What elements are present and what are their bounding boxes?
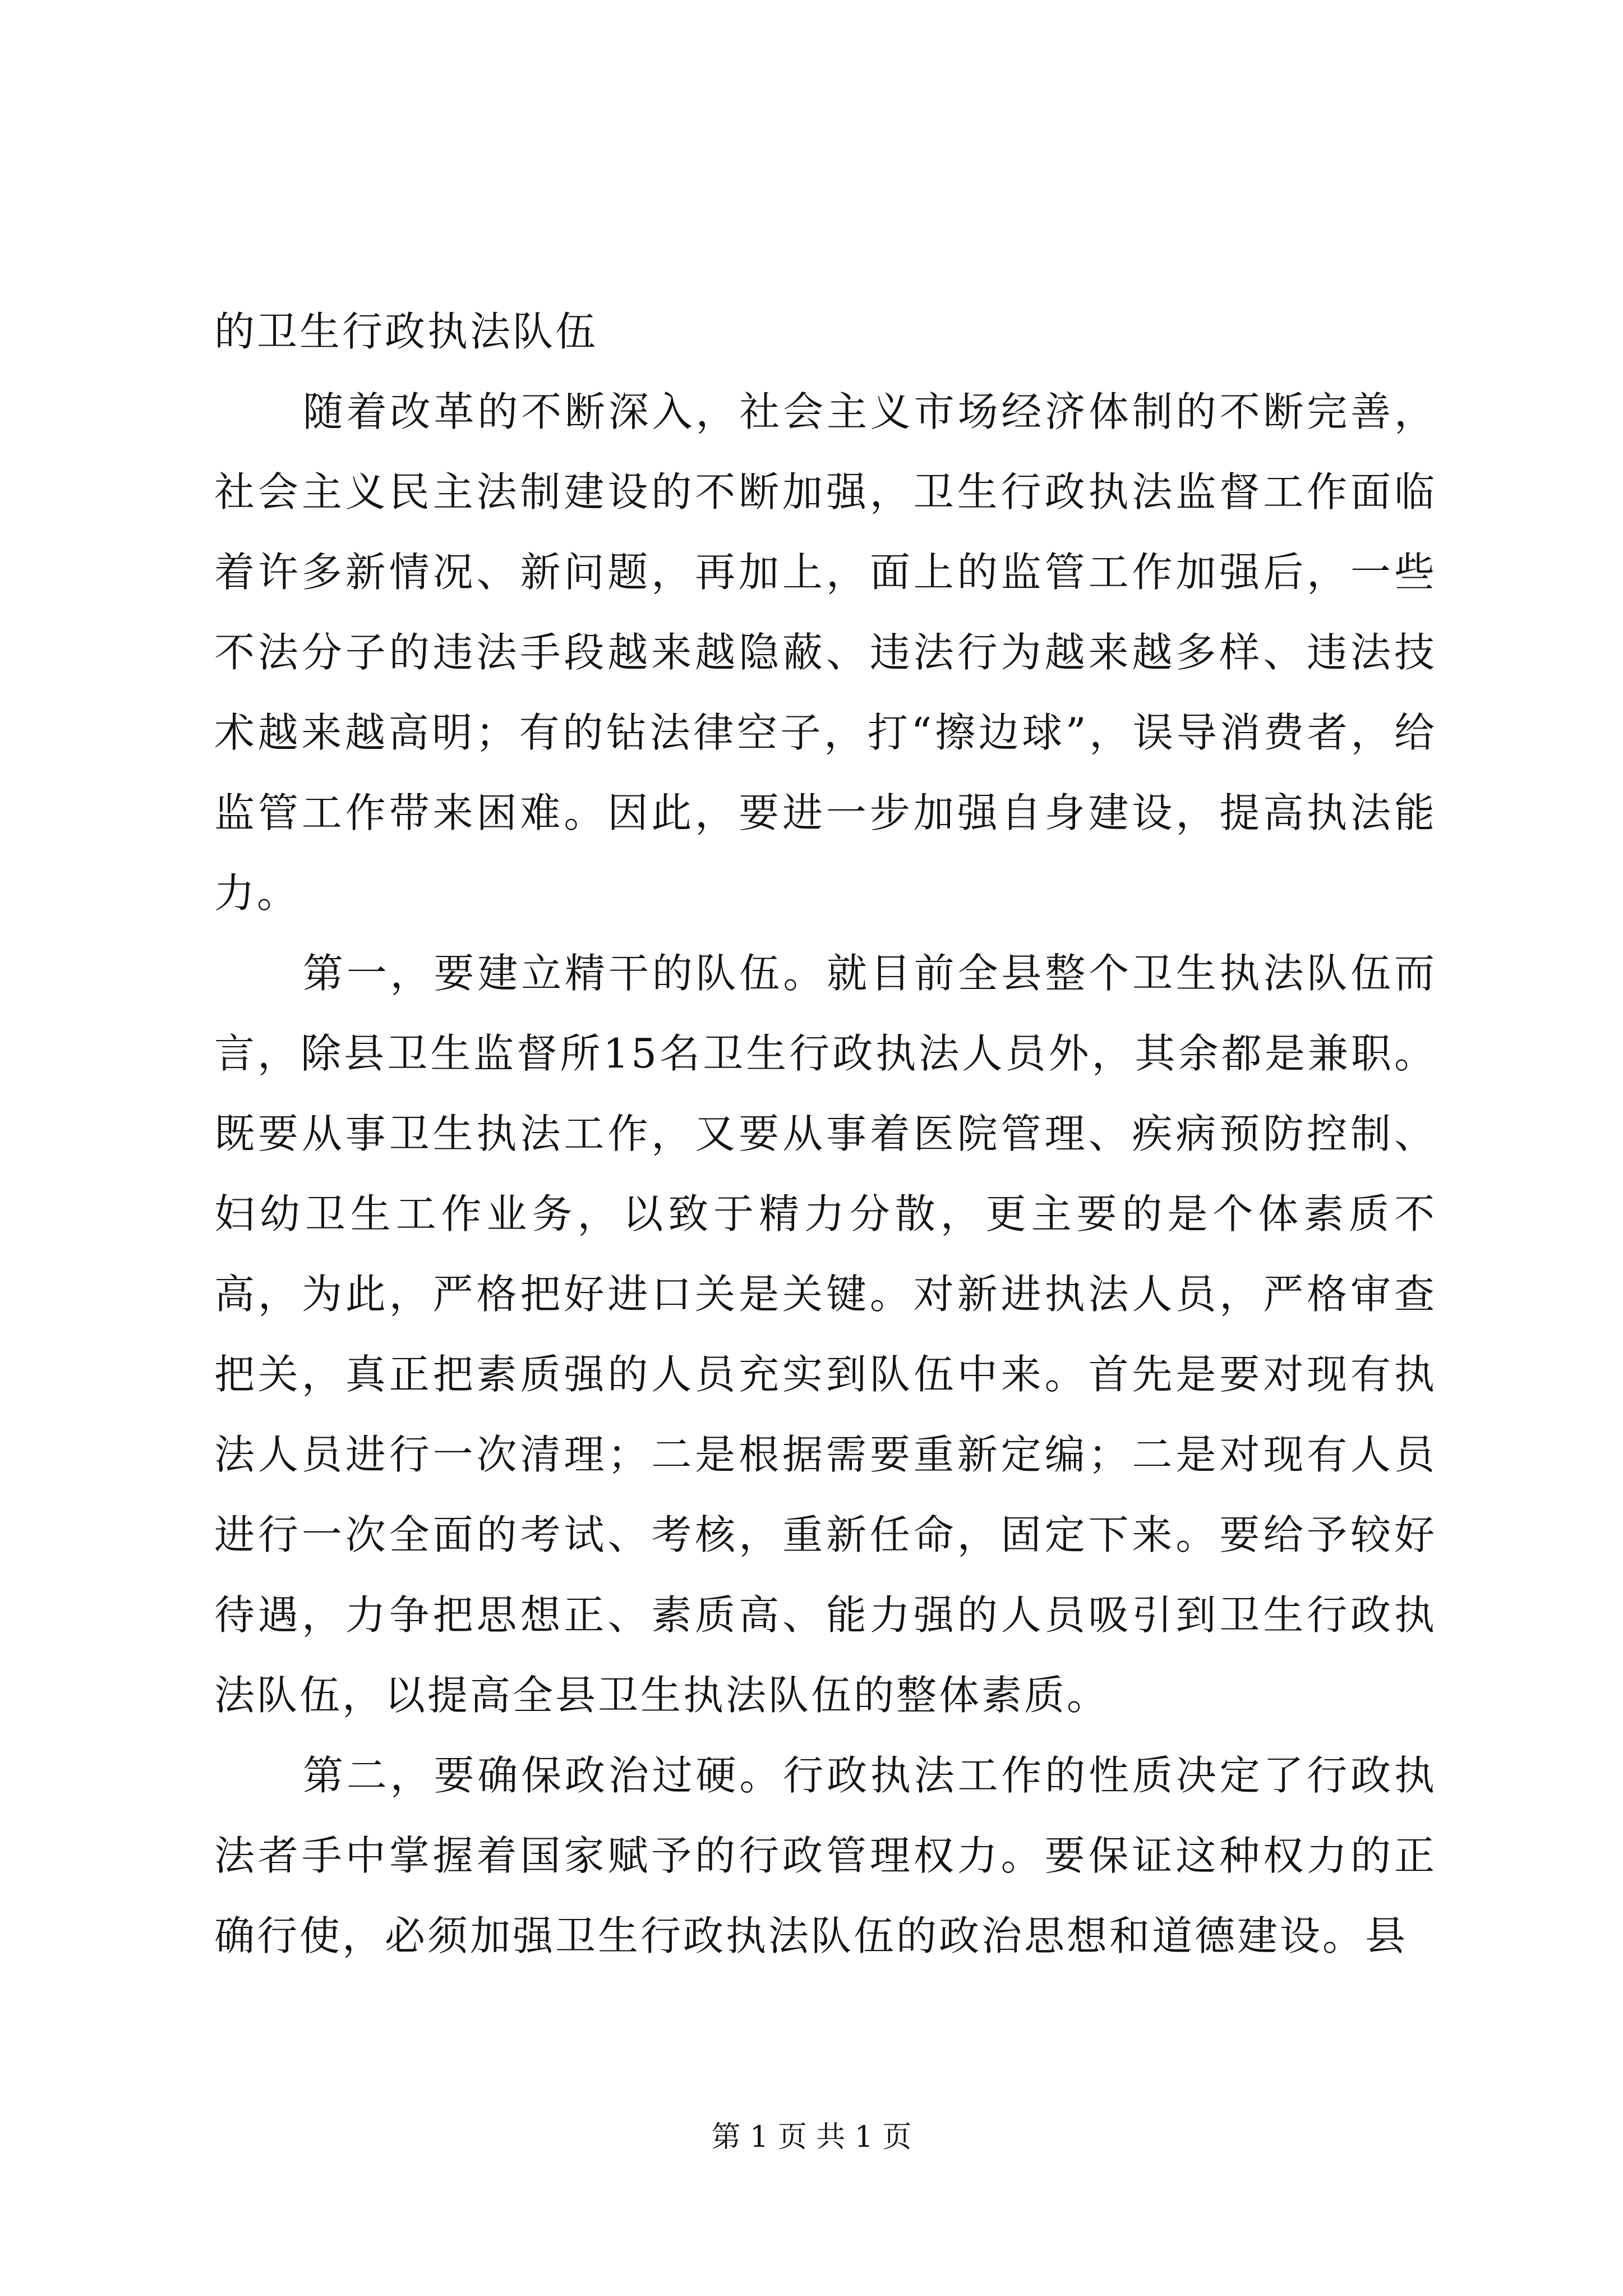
paragraph-point-one: 第一，要建立精干的队伍。就目前全县整个卫生执法队伍而言，除县卫生监督所15名卫生行政执法人员外，其余都是兼职。既要从事卫生执法工作，又要从事着医院管理、疾病预防控制、妇幼卫生工作业务，以致于精力分散，更主要的是个体素质不高，为此，严格把好进口关是关键。对新进执法人员，严格审查把关，真正把素质强的人员充实到队伍中来。首先是要对现有执法人员进行一次清理；二是根据需要重新定编；二是对现有人员进行一次全面的考试、考核，重新任命，固定下来。要给予较好待遇，力争把思想正、素质高、能力强的人员吸引到卫生行政执法队伍，以提高全县卫生执法队伍的整体素质。 [214, 950, 1437, 1719]
document-body [214, 292, 1437, 1976]
paragraph-continuation: 的卫生行政执法队伍 [214, 308, 598, 355]
paragraph-point-two: 第二，要确保政治过硬。行政执法工作的性质决定了行政执法者手中掌握着国家赋予的行政管理权力。要保证这种权力的正确行使，必须加强卫生行政执法队伍的政治思想和道德建设。县 [214, 1752, 1437, 1959]
page-footer: 第 1 页 共 1 页 [711, 2120, 912, 2154]
paragraph-intro: 随着改革的不断深入，社会主义市场经济体制的不断完善，社会主义民主法制建设的不断加强，卫生行政执法监督工作面临着许多新情况、新问题，再加上，面上的监管工作加强后，一些不法分子的违法手段越来越隐蔽、违法行为越来越多样、违法技术越来越高明；有的钻法律空子，打“擦边球”，误导消费者，给监管工作带来困难。因此，要进一步加强自身建设，提高执法能力。 [214, 388, 1437, 917]
